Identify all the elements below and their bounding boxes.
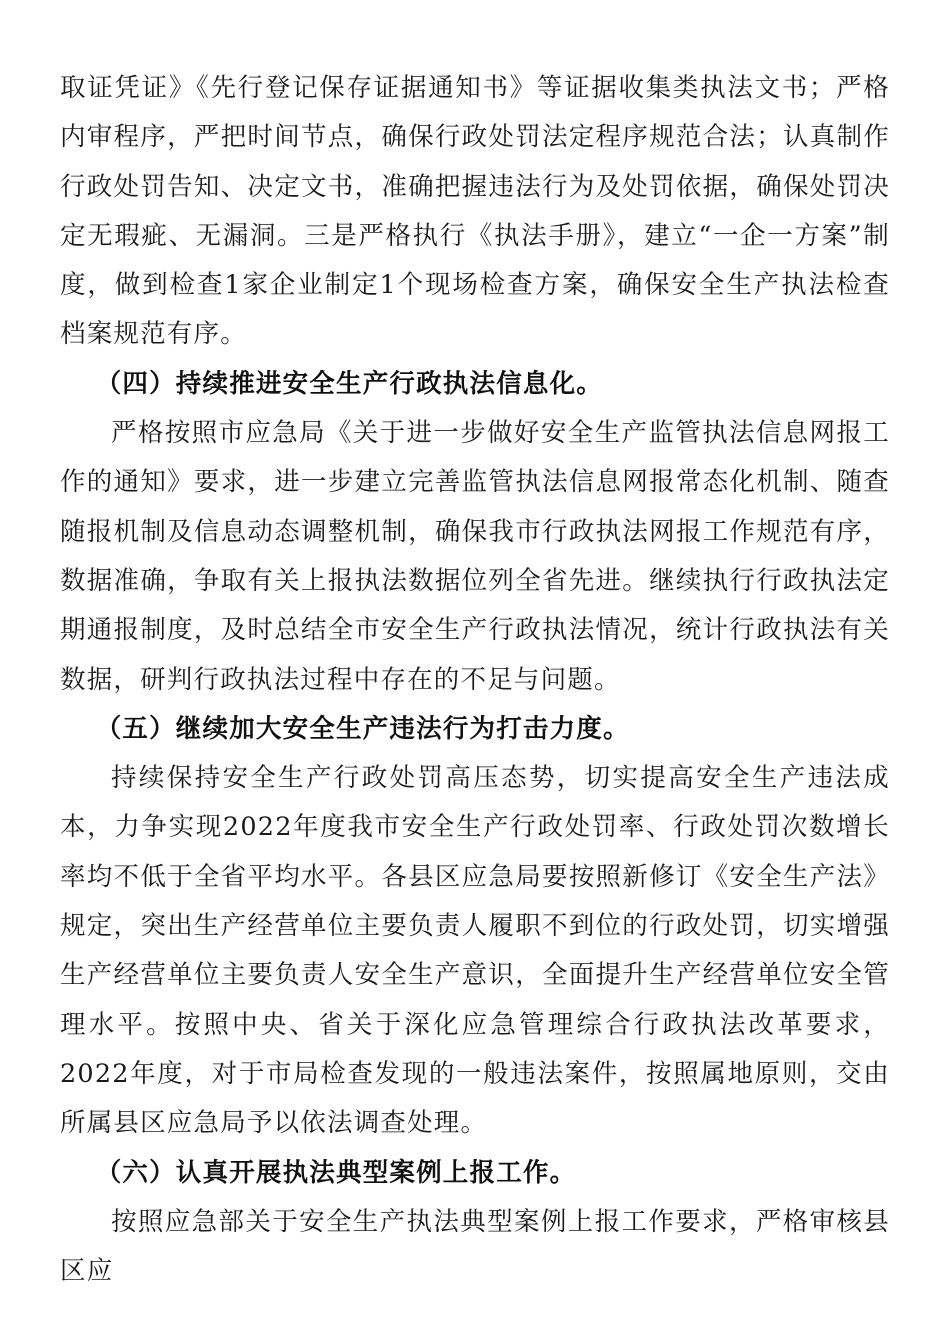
- section-heading-5: （五）继续加大安全生产违法行为打击力度。: [95, 713, 630, 744]
- paragraph-enforcement-intensity: 持续保持安全生产行政处罚高压态势，切实提高安全生产违法成本，力争实现2022年度我市安全生产行政处罚率、行政处罚次数增长率均不低于全省平均水平。各县区应急局要按照新修订《安全生产法》规定，突出生产经营单位主要负责人履职不到位的行政处罚，切实增强生产经营单位主要负责人安全生产意识，全面提升生产经营单位安全管理水平。按照中央、省关于深化应急管理综合行政执法改革要求，2022年度，对于市局检查发现的一般违法案件，按照属地原则，交由所属县区应急局予以依法调查处理。: [60, 763, 890, 1139]
- document-body: [60, 64, 890, 1296]
- section-heading-6: （六）认真开展执法典型案例上报工作。: [95, 1157, 577, 1188]
- paragraph-informatization: 严格按照市应急局《关于进一步做好安全生产监管执法信息网报工作的通知》要求，进一步建立完善监管执法信息网报常态化机制、随查随报机制及信息动态调整机制，确保我市行政执法网报工作规范有序，数据准确，争取有关上报执法数据位列全省先进。继续执行行政执法定期通报制度，及时总结全市安全生产行政执法情况，统计行政执法有关数据，研判行政执法过程中存在的不足与问题。: [60, 418, 890, 695]
- section-heading-4: （四）持续推进安全生产行政执法信息化。: [95, 368, 603, 399]
- paragraph-continuation-evidence-documents: 取证凭证》《先行登记保存证据通知书》等证据收集类执法文书；严格内审程序，严把时间节点，确保行政处罚法定程序规范合法；认真制作行政处罚告知、决定文书，准确把握违法行为及处罚依据，确保处罚决定无瑕疵、无漏洞。三是严格执行《执法手册》，建立“一企一方案”制度，做到检查1家企业制定1个现场检查方案，确保安全生产执法检查档案规范有序。: [60, 73, 890, 350]
- paragraph-typical-cases: 按照应急部关于安全生产执法典型案例上报工作要求，严格审核县区应: [60, 1206, 890, 1287]
